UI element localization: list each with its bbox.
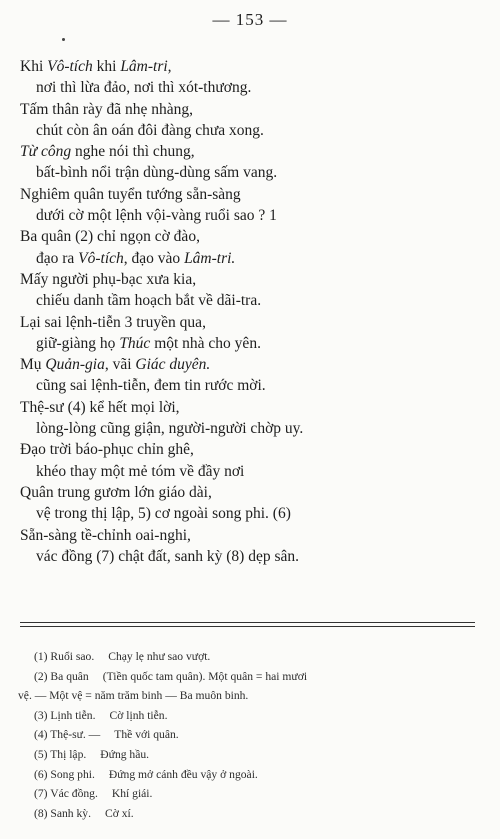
verse-text: nơi thì lừa đảo, nơi thì xót-thương.	[36, 79, 252, 97]
verse-line	[20, 162, 485, 183]
poem-body	[20, 56, 485, 567]
verse-line	[20, 482, 485, 503]
verse-line	[20, 333, 485, 354]
verse-text: lòng-lòng cũng giận, người-người chờp uy.	[36, 420, 304, 438]
verse-text: khi	[92, 58, 121, 75]
verse-text: Quân trung gươm lớn giáo dài,	[20, 483, 212, 501]
footnote-definition: Đứng mở cánh đều vậy ở ngoài.	[108, 767, 258, 781]
verse-line	[20, 503, 485, 524]
verse-text: giữ-giàng họ	[36, 334, 120, 352]
footnote	[18, 725, 488, 745]
verse-text: vác đồng (7) chật đất, sanh kỳ (8) dẹp sân.	[36, 547, 299, 565]
verse-name-italic: Quản-gia	[45, 356, 105, 374]
footnote-definition: (Tiền quốc tam quân). Một quân = hai mươi	[102, 669, 308, 683]
footnote-term: (4) Thệ-sư. —	[34, 728, 101, 742]
verse-text: Nghiêm quân tuyển tướng sẵn-sàng	[20, 185, 241, 203]
verse-text: Thệ-sư (4) kể hết mọi lời,	[20, 398, 180, 416]
verse-text: Mụ	[20, 356, 46, 374]
verse-text: Sẵn-sàng tề-chỉnh oai-nghi,	[20, 526, 191, 544]
footnote-definition: Khí giái.	[111, 787, 153, 801]
footnote-term: (2) Ba quân	[34, 669, 89, 683]
verse-text: Lại sai lệnh-tiễn 3 truyền qua,	[20, 313, 206, 331]
footnote-term: (1) Ruổi sao.	[34, 650, 95, 663]
footnote-term: (6) Song phi.	[34, 767, 95, 781]
verse-line	[20, 269, 485, 290]
verse-text: vệ trong thị lập, 5) cơ ngoài song phi. (6)	[36, 505, 291, 523]
footnote-definition: vệ. — Một vệ = năm trăm binh — Ba muôn binh.	[18, 689, 249, 703]
footnote-definition: Đứng hầu.	[100, 747, 150, 761]
page-number: — 153 —	[212, 10, 288, 29]
verse-line	[20, 439, 485, 460]
footnote-term: (7) Vác đồng.	[34, 787, 98, 801]
verse-line	[20, 312, 485, 333]
verse-line	[20, 546, 485, 567]
footnote-definition: Chạy lẹ như sao vượt.	[108, 650, 211, 663]
verse-text: Tấm thân rày đã nhẹ nhàng,	[20, 100, 194, 118]
verse-line	[20, 141, 485, 162]
verse-name-italic: Vô-tích	[47, 58, 93, 75]
verse-name-italic: Giác duyên.	[135, 356, 211, 374]
footnote-term: (5) Thị lập.	[34, 747, 87, 761]
verse-name-italic: Thúc	[119, 334, 151, 352]
footnote	[18, 804, 488, 824]
ink-speck	[62, 38, 65, 41]
verse-text: chút còn ân oán đôi đàng chưa xong.	[36, 121, 264, 139]
verse-text: , vãi	[104, 356, 136, 374]
verse-line	[20, 375, 485, 396]
verse-name-italic: Từ công	[20, 143, 72, 161]
footnote-definition: Cờ lịnh tiễn.	[109, 708, 168, 722]
verse-text: , đạo vào	[123, 249, 185, 267]
verse-text: khéo thay một mẻ tóm về đầy nơi	[36, 462, 245, 480]
verse-text: Đạo trời báo-phục chỉn ghê,	[20, 441, 194, 459]
verse-name-italic: Lâm-tri.	[184, 249, 236, 267]
verse-text: một nhà cho yên.	[150, 334, 261, 352]
verse-line	[20, 184, 485, 205]
footnote	[18, 745, 488, 765]
footnote-definition: Thề với quân.	[114, 728, 179, 742]
verse-line	[20, 99, 485, 120]
footnote	[18, 765, 488, 785]
verse-line	[20, 290, 485, 311]
footnote-term: (8) Sanh kỳ.	[34, 806, 91, 820]
footnote-divider	[20, 622, 475, 623]
verse-text: dưới cờ một lệnh vội-vàng ruổi sao ? 1	[36, 207, 277, 225]
verse-text: Ba quân (2) chỉ ngọn cờ đào,	[20, 228, 200, 246]
footnote	[18, 667, 488, 687]
verse-name-italic: Lâm-tri,	[120, 58, 172, 75]
footnotes	[18, 647, 488, 823]
verse-text: bất-bình nổi trận dùng-dùng sấm vang.	[36, 164, 278, 182]
verse-line	[20, 226, 485, 247]
verse-line	[20, 354, 485, 375]
footnote	[18, 706, 488, 726]
footnote-definition: Cờ xí.	[105, 806, 134, 820]
verse-line	[20, 397, 485, 418]
verse-line	[20, 77, 485, 98]
verse-line	[20, 56, 485, 77]
verse-text: đạo ra	[36, 249, 79, 267]
verse-text: cũng sai lệnh-tiễn, đem tin rước mời.	[36, 377, 266, 395]
footnote	[18, 784, 488, 804]
verse-line	[20, 418, 485, 439]
verse-name-italic: Vô-tích	[78, 249, 124, 267]
verse-line	[20, 248, 485, 269]
verse-text: Mấy người phụ-bạc xưa kia,	[20, 270, 197, 288]
verse-line	[20, 120, 485, 141]
footnote-term: (3) Lịnh tiễn.	[34, 708, 96, 722]
footnote-divider-lower	[20, 626, 475, 627]
verse-line	[20, 525, 485, 546]
verse-text: nghe nói thì chung,	[71, 143, 195, 161]
verse-line	[20, 205, 485, 226]
footnote	[18, 686, 488, 706]
verse-text: chiếu danh tầm hoạch bắt về dãi-tra.	[36, 292, 262, 310]
verse-line	[20, 461, 485, 482]
verse-text: Khi	[20, 58, 48, 75]
footnote	[18, 647, 488, 667]
